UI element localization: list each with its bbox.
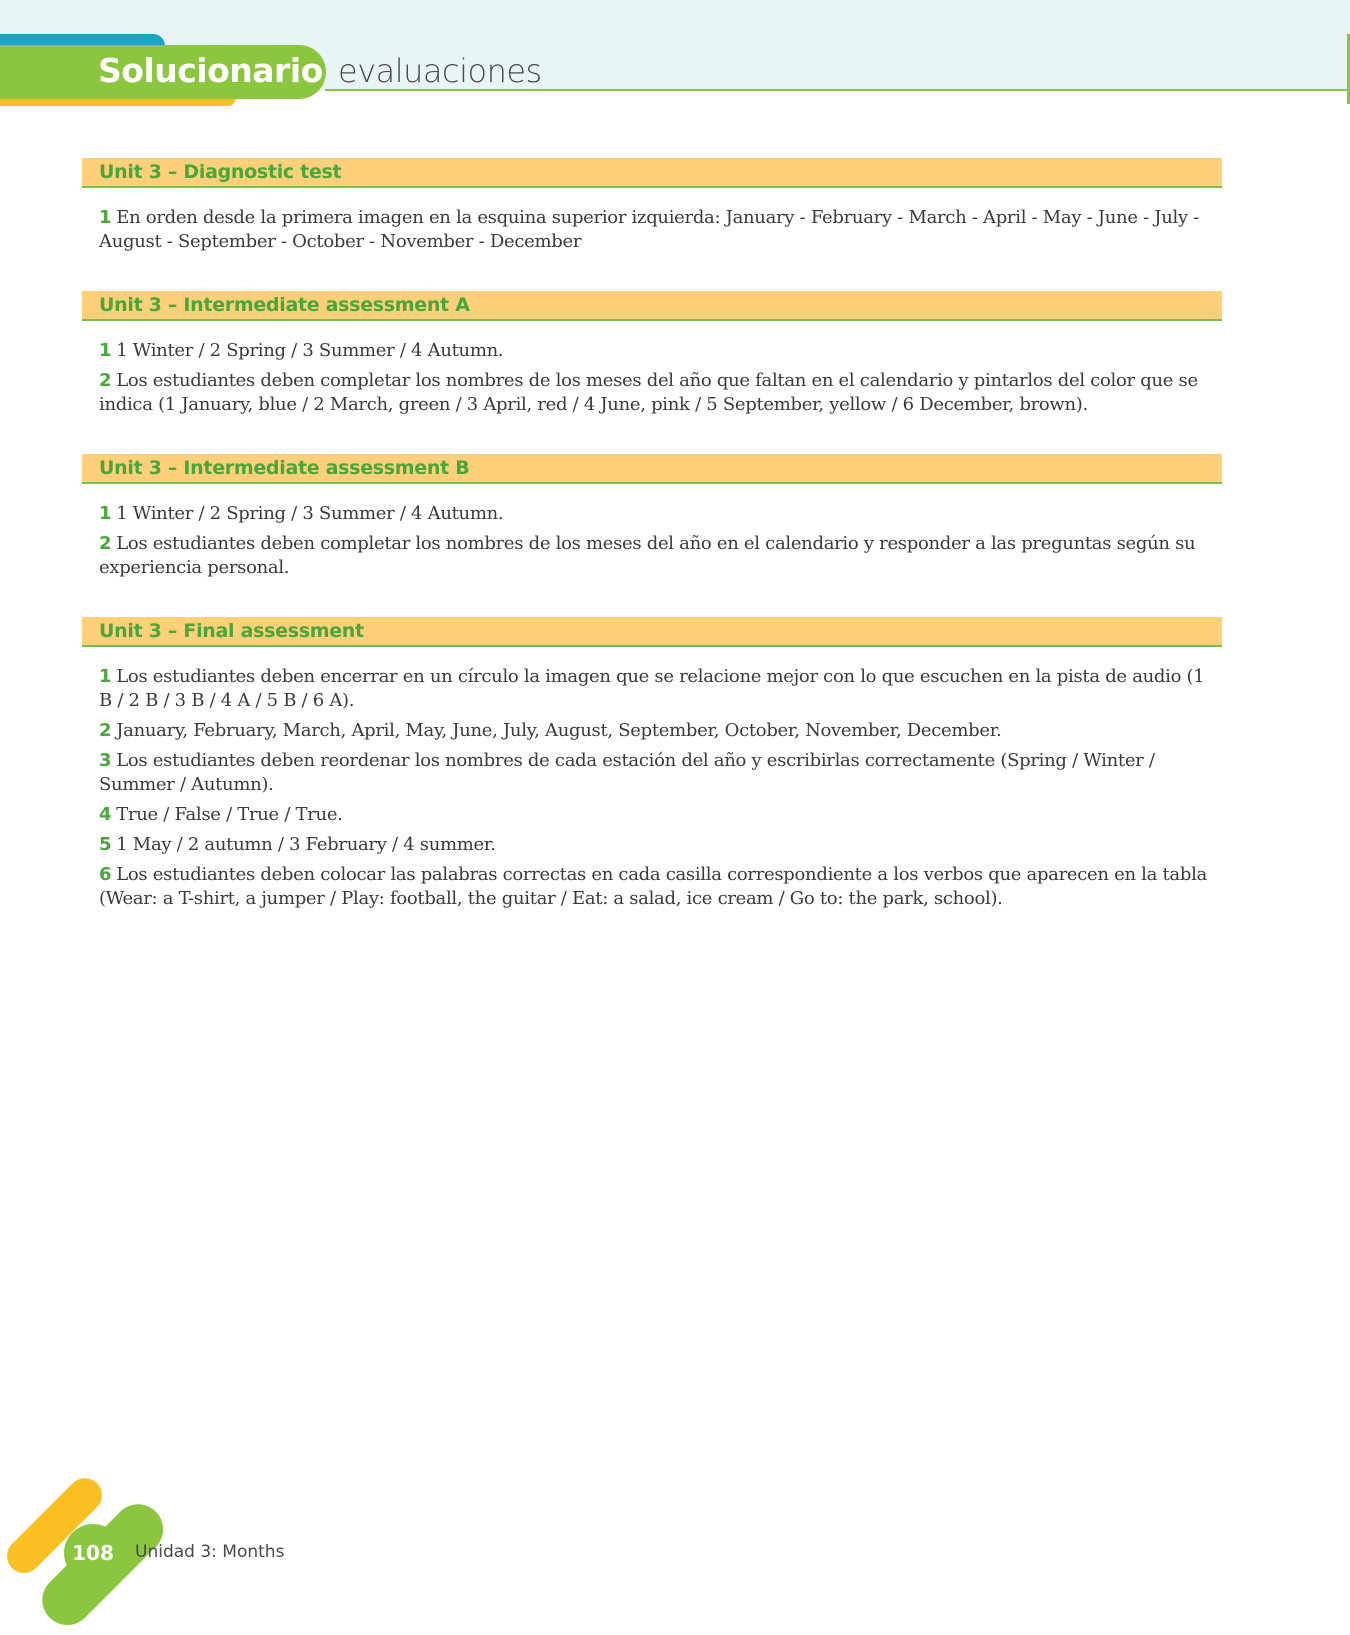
- footer-unit-label: Unidad 3: Months: [135, 1542, 285, 1562]
- answer-text: January, February, March, April, May, June, July, August, September, October, November, December.: [116, 720, 1002, 741]
- answer-text: 1 Winter / 2 Spring / 3 Summer / 4 Autumn.: [116, 503, 504, 524]
- answer-item: [99, 833, 1222, 857]
- answer-item: [99, 863, 1222, 911]
- answer-number: 2: [99, 533, 112, 554]
- answer-number: 1: [99, 503, 112, 524]
- section-intermediate-b: [82, 454, 1222, 580]
- section-intermediate-a: [82, 291, 1222, 417]
- answer-number: 6: [99, 864, 112, 885]
- answer-item: [99, 369, 1222, 417]
- section-final-assessment: [82, 617, 1222, 911]
- answer-number: 4: [99, 804, 112, 825]
- answer-item: [99, 502, 1222, 526]
- page-title: Solucionario: [98, 51, 323, 90]
- answer-key-content: [82, 158, 1222, 948]
- answer-text: Los estudiantes deben completar los nombres de los meses del año en el calendario y responder a las preguntas según su experiencia personal.: [99, 533, 1196, 578]
- answer-item: [99, 206, 1222, 254]
- answer-item: [99, 532, 1222, 580]
- answer-item: [99, 719, 1222, 743]
- answer-list: [82, 647, 1222, 911]
- section-heading: Unit 3 – Intermediate assessment A: [82, 291, 1222, 321]
- answer-text: En orden desde la primera imagen en la esquina superior izquierda: January - February - March - April - May - June - July - August - September - October - November - December: [99, 207, 1200, 252]
- answer-text: Los estudiantes deben colocar las palabras correctas en cada casilla correspondiente a los verbos que aparecen en la tabla (Wear: a T-shirt, a jumper / Play: football, the guitar / Eat: a salad, ice cream / Go to: the park, school).: [99, 864, 1207, 909]
- answer-number: 1: [99, 340, 112, 361]
- answer-number: 5: [99, 834, 112, 855]
- page-subtitle: evaluaciones: [338, 52, 542, 90]
- section-heading: Unit 3 – Intermediate assessment B: [82, 454, 1222, 484]
- answer-number: 2: [99, 370, 112, 391]
- answer-number: 3: [99, 750, 112, 771]
- answer-list: [82, 321, 1222, 417]
- page-number: 108: [72, 1541, 114, 1565]
- section-heading: Unit 3 – Diagnostic test: [82, 158, 1222, 188]
- section-heading: Unit 3 – Final assessment: [82, 617, 1222, 647]
- answer-text: 1 Winter / 2 Spring / 3 Summer / 4 Autumn.: [116, 340, 504, 361]
- answer-list: [82, 484, 1222, 580]
- answer-text: 1 May / 2 autumn / 3 February / 4 summer.: [116, 834, 496, 855]
- answer-text: Los estudiantes deben reordenar los nombres de cada estación del año y escribirlas correctamente (Spring / Winter / Summer / Autumn).: [99, 750, 1155, 795]
- section-diagnostic-test: [82, 158, 1222, 254]
- answer-item: [99, 339, 1222, 363]
- answer-number: 2: [99, 720, 112, 741]
- answer-item: [99, 803, 1222, 827]
- answer-list: [82, 188, 1222, 254]
- answer-text: Los estudiantes deben encerrar en un círculo la imagen que se relacione mejor con lo que escuchen en la pista de audio (1 B / 2 B / 3 B / 4 A / 5 B / 6 A).: [99, 666, 1205, 711]
- answer-item: [99, 749, 1222, 797]
- answer-number: 1: [99, 207, 112, 228]
- answer-item: [99, 665, 1222, 713]
- answer-text: Los estudiantes deben completar los nombres de los meses del año que faltan en el calendario y pintarlos del color que se indica (1 January, blue / 2 March, green / 3 April, red / 4 June, pink / 5 September, yellow / 6 December, brown).: [99, 370, 1198, 415]
- answer-number: 1: [99, 666, 112, 687]
- answer-text: True / False / True / True.: [116, 804, 343, 825]
